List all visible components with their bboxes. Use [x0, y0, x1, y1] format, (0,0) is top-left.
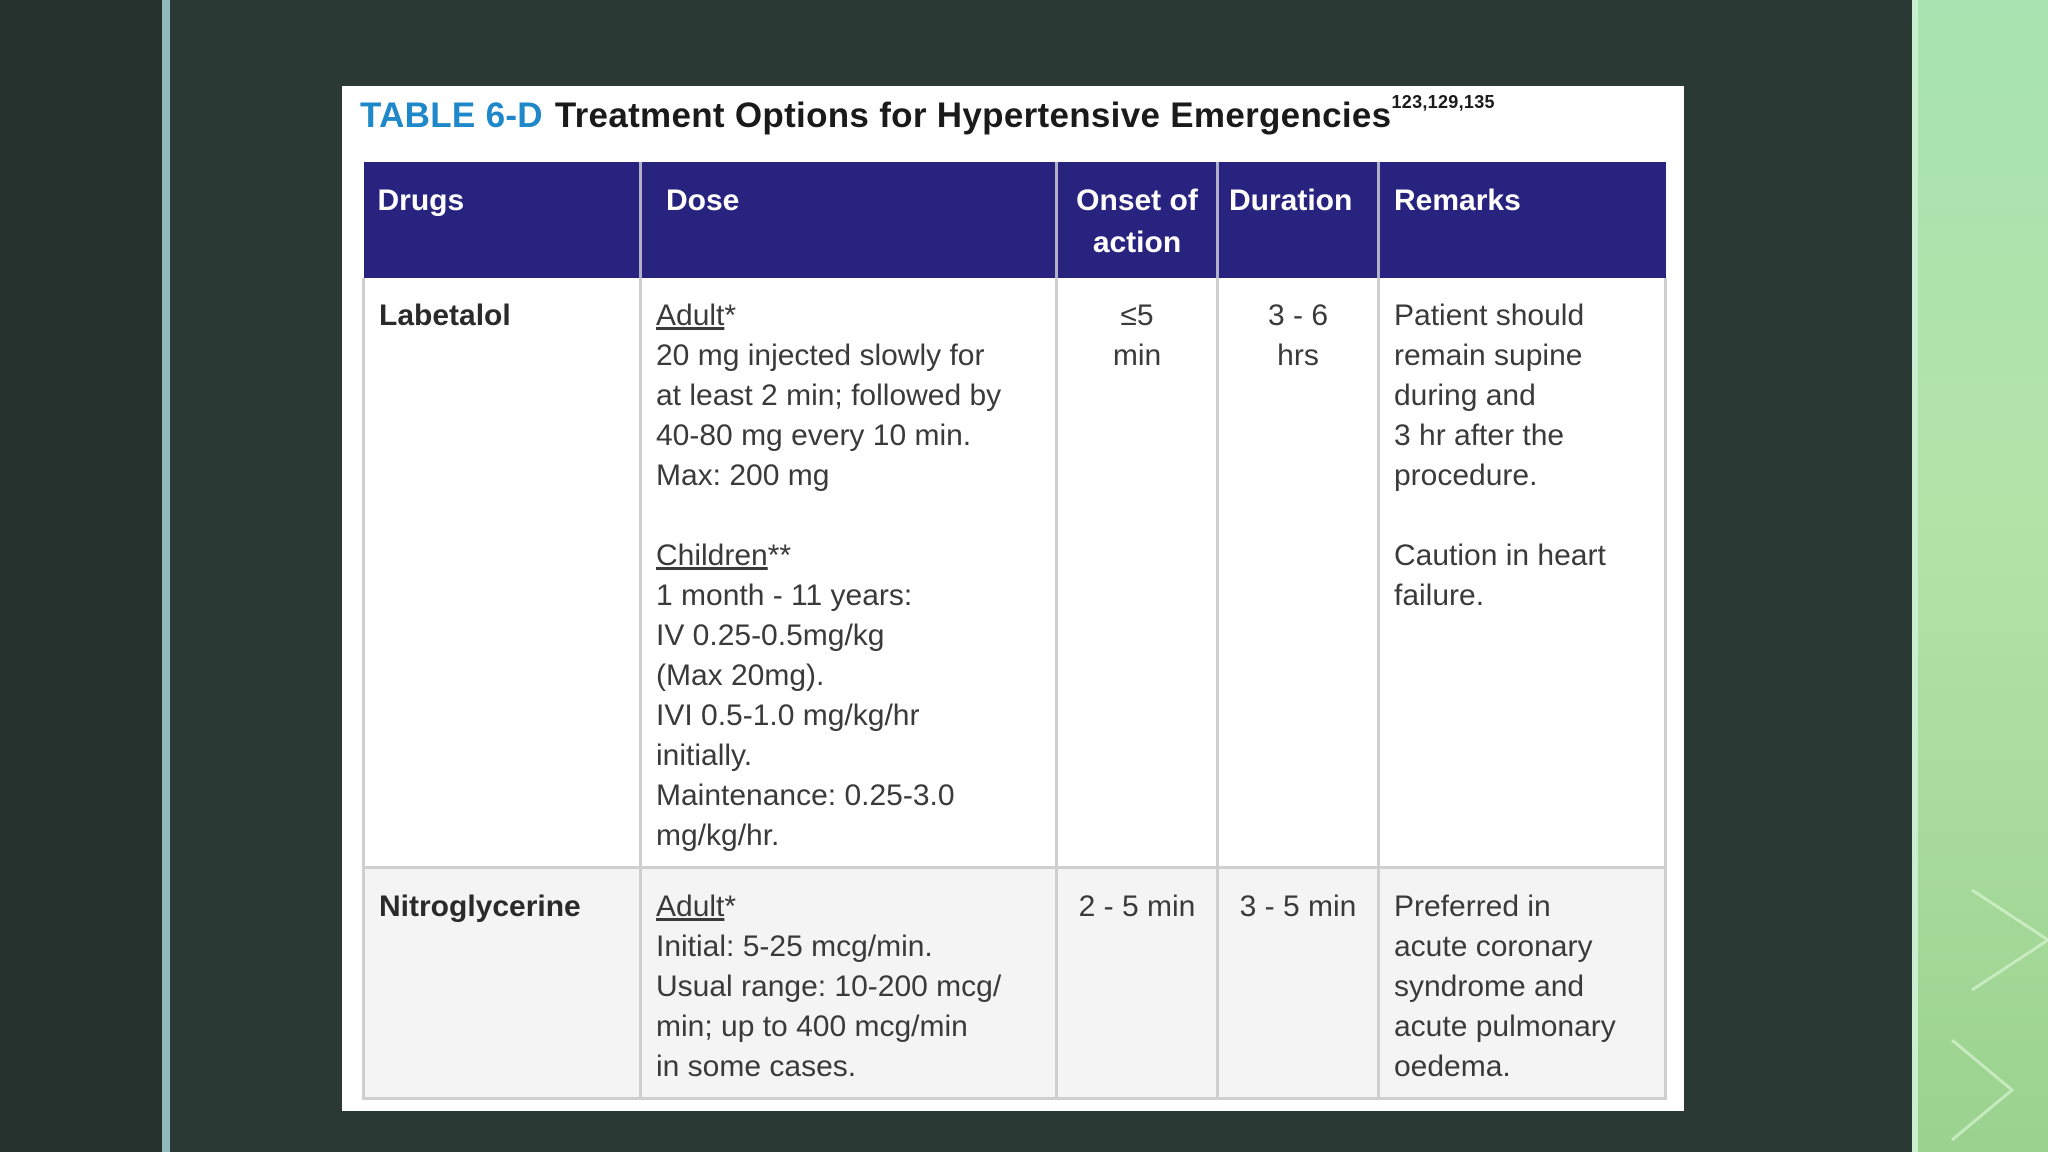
table-title-tag: TABLE 6-D [360, 96, 543, 135]
dose-line: initially. [656, 739, 753, 772]
remarks-line: syndrome and [1394, 970, 1585, 1003]
duration-line1: 3 - 6 [1267, 299, 1329, 332]
treatment-table [362, 162, 1667, 1100]
remarks-line: remain supine [1394, 339, 1583, 372]
slide-right-edge-line [1912, 0, 1918, 1152]
header-onset-line2: action [1092, 226, 1182, 259]
table-header-row [364, 162, 1666, 278]
remarks-cell [1379, 278, 1666, 868]
dose-line: mg/kg/hr. [656, 819, 780, 852]
dose-cell [641, 278, 1057, 868]
dose-line: 40-80 mg every 10 min. [656, 419, 972, 452]
onset-line2: min [1112, 339, 1162, 372]
slide-left-accent-line [162, 0, 170, 1152]
dose-line: Maintenance: 0.25-3.0 [656, 779, 955, 812]
slide-left-strip [0, 0, 162, 1152]
remarks-line: Patient should [1394, 299, 1585, 332]
slide-right-accent-panel [1912, 0, 2048, 1152]
table-row [364, 868, 1666, 1099]
duration-cell [1218, 278, 1379, 868]
remarks-line: during and [1394, 379, 1536, 412]
remarks-line: acute pulmonary [1394, 1010, 1616, 1043]
drug-cell: Nitroglycerine [364, 868, 641, 1099]
dose-line: Initial: 5-25 mcg/min. [656, 930, 933, 963]
dose-line: in some cases. [656, 1050, 857, 1083]
paragraph-gap [656, 496, 1041, 536]
remarks-line: acute coronary [1394, 930, 1593, 963]
table-title-refs: 123,129,135 [1391, 92, 1495, 113]
dose-line: IV 0.25-0.5mg/kg [656, 619, 885, 652]
header-dose: Dose [641, 162, 1057, 278]
paragraph-gap [1394, 496, 1650, 536]
header-onset [1057, 162, 1218, 278]
remarks-line: Caution in heart [1394, 539, 1606, 572]
dose-adult-heading: Adult* [656, 890, 737, 923]
header-duration: Duration [1218, 162, 1379, 278]
dose-line: Max: 200 mg [656, 459, 830, 492]
header-onset-line1: Onset of [1076, 184, 1198, 217]
remarks-line: procedure. [1394, 459, 1538, 492]
table-row [364, 278, 1666, 868]
chevron-decoration-icon [1912, 0, 2048, 1152]
dose-line: min; up to 400 mcg/min [656, 1010, 968, 1043]
dose-line: at least 2 min; followed by [656, 379, 1002, 412]
duration-cell: 3 - 5 min [1218, 868, 1379, 1099]
header-drugs: Drugs [364, 162, 641, 278]
header-remarks: Remarks [1379, 162, 1666, 278]
remarks-cell [1379, 868, 1666, 1099]
drug-cell: Labetalol [364, 278, 641, 868]
dose-line: 20 mg injected slowly for [656, 339, 985, 372]
dose-line: 1 month - 11 years: [656, 579, 913, 612]
dose-line: IVI 0.5-1.0 mg/kg/hr [656, 699, 920, 732]
remarks-line: 3 hr after the [1394, 419, 1565, 452]
dose-line: Usual range: 10-200 mcg/ [656, 970, 1002, 1003]
table-title [360, 92, 1495, 136]
remarks-line: failure. [1394, 579, 1485, 612]
dose-adult-heading: Adult* [656, 299, 737, 332]
table-image-card [342, 86, 1684, 1111]
table-title-text: Treatment Options for Hypertensive Emergencies [554, 96, 1392, 135]
duration-line2: hrs [1277, 339, 1319, 372]
dose-cell [641, 868, 1057, 1099]
onset-line1: ≤5 [1120, 299, 1154, 332]
dose-line: (Max 20mg). [656, 659, 825, 692]
remarks-line: oedema. [1394, 1050, 1511, 1083]
onset-cell [1057, 278, 1218, 868]
dose-children-heading: Children** [656, 539, 792, 572]
remarks-line: Preferred in [1394, 890, 1551, 923]
onset-cell: 2 - 5 min [1057, 868, 1218, 1099]
